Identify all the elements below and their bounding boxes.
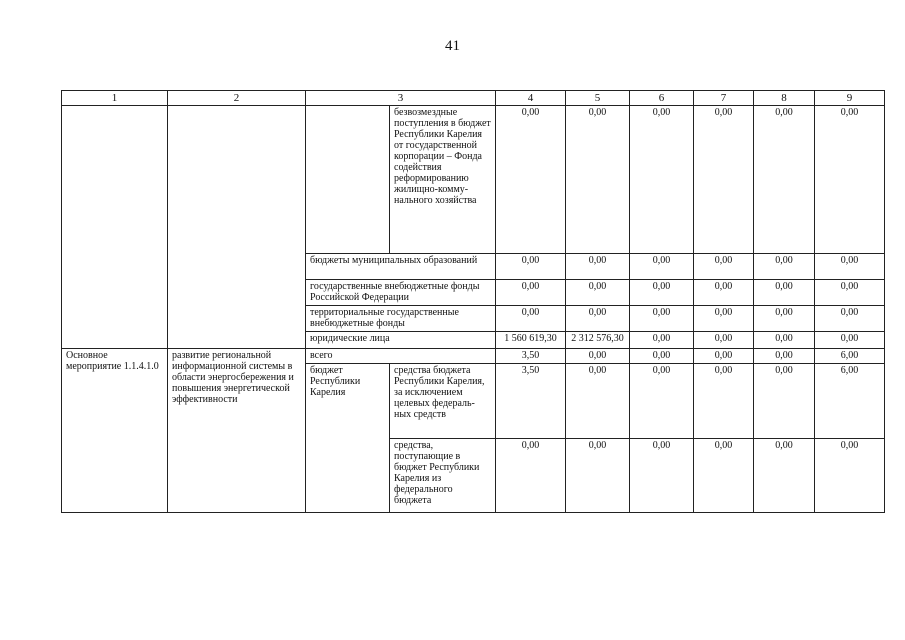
cell-value: 0,00	[496, 306, 566, 332]
cell-value: 6,00	[815, 364, 885, 439]
cell-value: 0,00	[754, 306, 815, 332]
col-header: 2	[168, 91, 306, 106]
col-header: 7	[694, 91, 754, 106]
row-label: средства бюджета Республики Карелия, за исключением целевых федераль-ных средств	[390, 364, 496, 439]
cell-value: 0,00	[754, 280, 815, 306]
cell-value: 0,00	[694, 254, 754, 280]
col-header: 1	[62, 91, 168, 106]
row-label: всего	[306, 349, 496, 364]
cell-value: 0,00	[566, 280, 630, 306]
table-row	[62, 106, 885, 254]
cell-value: 0,00	[754, 364, 815, 439]
cell-col2	[168, 106, 306, 349]
cell-value: 2 312 576,30	[566, 332, 630, 349]
table-row	[62, 349, 885, 364]
cell-value: 0,00	[630, 106, 694, 254]
cell-value: 0,00	[815, 254, 885, 280]
cell-value: 0,00	[566, 439, 630, 513]
cell-value: 0,00	[566, 364, 630, 439]
col-header: 3	[306, 91, 496, 106]
page-number: 41	[445, 38, 460, 54]
col-header: 6	[630, 91, 694, 106]
cell-value: 0,00	[754, 106, 815, 254]
cell-value: 0,00	[630, 364, 694, 439]
cell-value: 0,00	[566, 254, 630, 280]
col-header: 9	[815, 91, 885, 106]
cell-value: 0,00	[815, 439, 885, 513]
cell-value: 0,00	[496, 106, 566, 254]
cell-value: 0,00	[630, 332, 694, 349]
col-header: 8	[754, 91, 815, 106]
cell-value: 3,50	[496, 364, 566, 439]
budget-group: бюджет Республики Карелия	[306, 364, 390, 513]
cell-value: 0,00	[815, 306, 885, 332]
cell-value: 0,00	[566, 306, 630, 332]
cell-value: 0,00	[496, 280, 566, 306]
header-row	[62, 91, 885, 106]
cell-value: 0,00	[754, 332, 815, 349]
col-header: 4	[496, 91, 566, 106]
col-header: 5	[566, 91, 630, 106]
cell-value: 3,50	[496, 349, 566, 364]
row-label: юридические лица	[306, 332, 496, 349]
cell-value: 0,00	[496, 439, 566, 513]
cell-value: 0,00	[630, 280, 694, 306]
cell-value: 0,00	[694, 439, 754, 513]
cell-value: 0,00	[694, 280, 754, 306]
cell-value: 0,00	[630, 349, 694, 364]
cell-value: 0,00	[630, 439, 694, 513]
cell-value: 0,00	[754, 349, 815, 364]
row-label: территориальные государственные внебюджетные фонды	[306, 306, 496, 332]
cell-value: 0,00	[754, 254, 815, 280]
cell-value: 0,00	[694, 364, 754, 439]
cell-value: 0,00	[566, 106, 630, 254]
cell-value: 0,00	[754, 439, 815, 513]
row-label: государственные внебюджетные фонды Российской Федерации	[306, 280, 496, 306]
cell-value: 1 560 619,30	[496, 332, 566, 349]
cell-col1	[62, 106, 168, 349]
cell-value: 0,00	[694, 106, 754, 254]
cell-col3-empty	[306, 106, 390, 254]
measure-description: развитие региональной информационной системы в области энергосбережения и повышения энергетической эффективности	[168, 349, 306, 513]
cell-value: 0,00	[694, 349, 754, 364]
cell-value: 0,00	[630, 254, 694, 280]
cell-value: 0,00	[496, 254, 566, 280]
cell-value: 0,00	[815, 332, 885, 349]
row-label: бюджеты муниципальных образований	[306, 254, 496, 280]
cell-value: 0,00	[566, 349, 630, 364]
cell-value: 0,00	[815, 280, 885, 306]
cell-value: 0,00	[694, 332, 754, 349]
measure-name: Основное мероприятие 1.1.4.1.0	[62, 349, 168, 513]
cell-value: 0,00	[694, 306, 754, 332]
row-label: безвозмездные поступления в бюджет Республики Карелия от государственной корпорации – Фонда содействия реформированию жилищно-комму-нального хозяйства	[390, 106, 496, 254]
row-label: средства, поступающие в бюджет Республики Карелия из федерального бюджета	[390, 439, 496, 513]
budget-table	[61, 90, 885, 513]
cell-value: 0,00	[815, 106, 885, 254]
cell-value: 6,00	[815, 349, 885, 364]
cell-value: 0,00	[630, 306, 694, 332]
